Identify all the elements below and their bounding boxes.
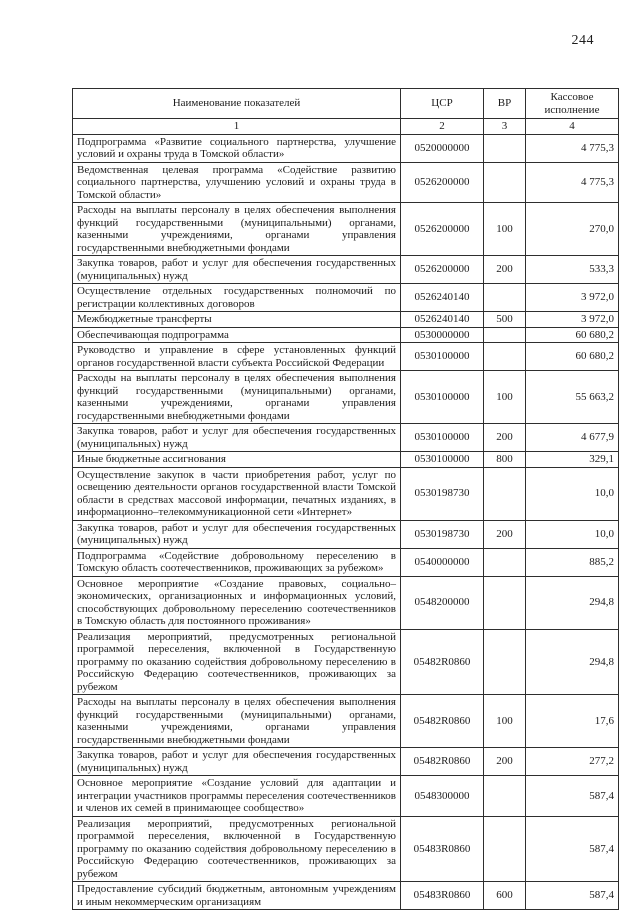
indicator-name-cell: Реализация мероприятий, предусмотренных региональной программой переселения, включенной в Государственную программу по оказанию содействия добровольному переселению в Российскую Федерацию соотечественников, проживающих за рубежом xyxy=(73,816,401,882)
table-row xyxy=(73,256,619,284)
indicator-name-cell: Реализация мероприятий, предусмотренных региональной программой переселения, включенной в Государственную программу по оказанию содействия добровольному переселению в Российскую Федерацию соотечественников, проживающих за рубежом xyxy=(73,629,401,695)
column-number-4: 4 xyxy=(526,119,619,135)
column-number-2: 2 xyxy=(401,119,484,135)
vr-code-cell xyxy=(484,284,526,312)
table-row xyxy=(73,520,619,548)
vr-code-cell: 100 xyxy=(484,695,526,748)
vr-code-cell xyxy=(484,629,526,695)
table-row xyxy=(73,424,619,452)
csr-code-cell: 0548200000 xyxy=(401,576,484,629)
csr-code-cell: 0530198730 xyxy=(401,467,484,520)
table-row xyxy=(73,343,619,371)
vr-code-cell xyxy=(484,162,526,203)
table-row xyxy=(73,312,619,328)
cash-value-cell: 587,4 xyxy=(526,882,619,910)
vr-code-cell: 500 xyxy=(484,312,526,328)
csr-code-cell: 0530100000 xyxy=(401,424,484,452)
indicator-name-cell: Подпрограмма «Содействие добровольному переселению в Томскую область соотечественников, проживающих за рубежом» xyxy=(73,548,401,576)
csr-code-cell: 0526240140 xyxy=(401,312,484,328)
csr-code-cell: 0526200000 xyxy=(401,256,484,284)
cash-value-cell: 885,2 xyxy=(526,548,619,576)
vr-code-cell: 100 xyxy=(484,371,526,424)
page-number: 244 xyxy=(571,33,594,48)
cash-value-cell: 17,6 xyxy=(526,695,619,748)
table-row xyxy=(73,548,619,576)
cash-value-cell: 55 663,2 xyxy=(526,371,619,424)
table-row xyxy=(73,327,619,343)
cash-value-cell: 10,0 xyxy=(526,467,619,520)
table-row xyxy=(73,776,619,817)
cash-value-cell: 4 775,3 xyxy=(526,134,619,162)
csr-code-cell: 0530100000 xyxy=(401,371,484,424)
vr-code-cell: 200 xyxy=(484,256,526,284)
table-row xyxy=(73,576,619,629)
vr-code-cell xyxy=(484,776,526,817)
indicator-name-cell: Закупка товаров, работ и услуг для обеспечения государственных (муниципальных) нужд xyxy=(73,424,401,452)
indicator-name-cell: Основное мероприятие «Создание правовых, социально–экономических, организационных и информационных условий, способствующих добровольному переселению соотечественников в Томскую область для постоянного проживания» xyxy=(73,576,401,629)
table-row xyxy=(73,629,619,695)
indicator-name-cell: Закупка товаров, работ и услуг для обеспечения государственных (муниципальных) нужд xyxy=(73,256,401,284)
vr-code-cell xyxy=(484,576,526,629)
table-row xyxy=(73,162,619,203)
table-row xyxy=(73,284,619,312)
indicator-name-cell: Руководство и управление в сфере установленных функций органов государственной власти субъекта Российской Федерации xyxy=(73,343,401,371)
csr-code-cell: 05482R0860 xyxy=(401,748,484,776)
budget-table xyxy=(72,88,619,910)
vr-code-cell xyxy=(484,343,526,371)
cash-value-cell: 329,1 xyxy=(526,452,619,468)
vr-code-cell: 600 xyxy=(484,882,526,910)
indicator-name-cell: Подпрограмма «Развитие социального партнерства, улучшение условий и охраны труда в Томской области» xyxy=(73,134,401,162)
indicator-name-cell: Предоставление субсидий бюджетным, автономным учреждениям и иным некоммерческим организациям xyxy=(73,882,401,910)
cash-value-cell: 587,4 xyxy=(526,816,619,882)
header-cash: Кассовое исполнение xyxy=(526,89,619,119)
table-row xyxy=(73,695,619,748)
indicator-name-cell: Расходы на выплаты персоналу в целях обеспечения выполнения функций государственными (муниципальными) органами, казенными учреждениями, органами управления государственными внебюджетными фондами xyxy=(73,371,401,424)
cash-value-cell: 3 972,0 xyxy=(526,284,619,312)
header-vr: ВР xyxy=(484,89,526,119)
table-row xyxy=(73,134,619,162)
csr-code-cell: 0526200000 xyxy=(401,203,484,256)
cash-value-cell: 294,8 xyxy=(526,576,619,629)
cash-value-cell: 270,0 xyxy=(526,203,619,256)
table-row xyxy=(73,467,619,520)
vr-code-cell: 200 xyxy=(484,424,526,452)
vr-code-cell: 200 xyxy=(484,748,526,776)
cash-value-cell: 60 680,2 xyxy=(526,327,619,343)
csr-code-cell: 0530000000 xyxy=(401,327,484,343)
cash-value-cell: 277,2 xyxy=(526,748,619,776)
table-body xyxy=(73,134,619,910)
csr-code-cell: 0530198730 xyxy=(401,520,484,548)
indicator-name-cell: Закупка товаров, работ и услуг для обеспечения государственных (муниципальных) нужд xyxy=(73,748,401,776)
vr-code-cell xyxy=(484,816,526,882)
indicator-name-cell: Расходы на выплаты персоналу в целях обеспечения выполнения функций государственными (муниципальными) органами, казенными учреждениями, органами управления государственными внебюджетными фондами xyxy=(73,203,401,256)
indicator-name-cell: Закупка товаров, работ и услуг для обеспечения государственных (муниципальных) нужд xyxy=(73,520,401,548)
table-header-row xyxy=(73,89,619,119)
csr-code-cell: 0520000000 xyxy=(401,134,484,162)
table-row xyxy=(73,371,619,424)
indicator-name-cell: Осуществление закупок в части приобретения работ, услуг по освещению деятельности органов государственной власти Томской области в средствах массовой информации, печатных изданиях, в информационно–телекоммуникационной сети «Интернет» xyxy=(73,467,401,520)
csr-code-cell: 05483R0860 xyxy=(401,882,484,910)
table-row xyxy=(73,452,619,468)
indicator-name-cell: Ведомственная целевая программа «Содействие развитию социального партнерства, улучшению условий и охраны труда в Томской области» xyxy=(73,162,401,203)
vr-code-cell xyxy=(484,467,526,520)
vr-code-cell xyxy=(484,134,526,162)
column-number-1: 1 xyxy=(73,119,401,135)
csr-code-cell: 05482R0860 xyxy=(401,695,484,748)
indicator-name-cell: Обеспечивающая подпрограмма xyxy=(73,327,401,343)
vr-code-cell: 100 xyxy=(484,203,526,256)
indicator-name-cell: Межбюджетные трансферты xyxy=(73,312,401,328)
table-row xyxy=(73,816,619,882)
indicator-name-cell: Расходы на выплаты персоналу в целях обеспечения выполнения функций государственными (муниципальными) органами, казенными учреждениями, органами управления государственными внебюджетными фондами xyxy=(73,695,401,748)
table-row xyxy=(73,748,619,776)
vr-code-cell xyxy=(484,327,526,343)
indicator-name-cell: Иные бюджетные ассигнования xyxy=(73,452,401,468)
cash-value-cell: 60 680,2 xyxy=(526,343,619,371)
vr-code-cell xyxy=(484,548,526,576)
cash-value-cell: 587,4 xyxy=(526,776,619,817)
indicator-name-cell: Основное мероприятие «Создание условий для адаптации и интеграции участников программы переселения соотечественников и членов их семей в принимающее сообщество» xyxy=(73,776,401,817)
vr-code-cell: 800 xyxy=(484,452,526,468)
header-name: Наименование показателей xyxy=(73,89,401,119)
csr-code-cell: 0548300000 xyxy=(401,776,484,817)
header-csr: ЦСР xyxy=(401,89,484,119)
table-row xyxy=(73,203,619,256)
column-numbers-row xyxy=(73,119,619,135)
csr-code-cell: 0540000000 xyxy=(401,548,484,576)
csr-code-cell: 0530100000 xyxy=(401,452,484,468)
cash-value-cell: 4 775,3 xyxy=(526,162,619,203)
cash-value-cell: 3 972,0 xyxy=(526,312,619,328)
csr-code-cell: 05483R0860 xyxy=(401,816,484,882)
csr-code-cell: 0530100000 xyxy=(401,343,484,371)
cash-value-cell: 10,0 xyxy=(526,520,619,548)
cash-value-cell: 4 677,9 xyxy=(526,424,619,452)
vr-code-cell: 200 xyxy=(484,520,526,548)
table-row xyxy=(73,882,619,910)
cash-value-cell: 294,8 xyxy=(526,629,619,695)
csr-code-cell: 0526200000 xyxy=(401,162,484,203)
column-number-3: 3 xyxy=(484,119,526,135)
cash-value-cell: 533,3 xyxy=(526,256,619,284)
csr-code-cell: 05482R0860 xyxy=(401,629,484,695)
csr-code-cell: 0526240140 xyxy=(401,284,484,312)
indicator-name-cell: Осуществление отдельных государственных полномочий по регистрации коллективных договоров xyxy=(73,284,401,312)
